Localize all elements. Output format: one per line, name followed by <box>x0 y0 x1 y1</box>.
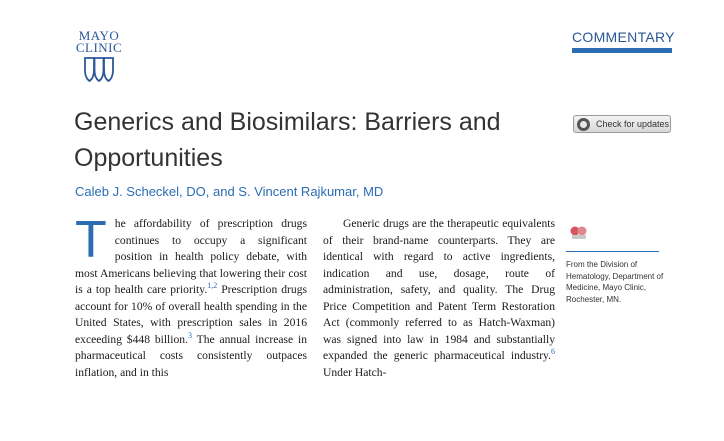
body-paragraph: Generic drugs are the therapeutic equivalents of their brand-name counterparts. They are identical with regard to active ingredients, indication and use, dosage, route of administration, safety, and quality. The Drug Price Competition and Patent Term Restoration Act (commonly referred to as Hatch-Waxman) was signed into law in 1984 and substantially expanded the generic pharmaceutical industry.$^6$ Under Hatch- <box>323 217 555 379</box>
logo-line-1: MAYO <box>78 28 120 43</box>
citation-link[interactable]: 6 <box>551 347 555 357</box>
section-rule <box>572 48 672 53</box>
logo-line-2: CLINIC <box>75 40 123 55</box>
section-label: COMMENTARY <box>572 29 675 45</box>
author-photo-icon <box>570 225 588 239</box>
mayo-clinic-logo <box>72 30 126 84</box>
body-column-2 <box>323 216 555 381</box>
citation-link[interactable]: 1,2 <box>207 281 218 291</box>
crossmark-icon <box>577 118 590 131</box>
check-for-updates-button[interactable] <box>573 115 671 133</box>
check-for-updates-label: Check for updates <box>596 119 670 129</box>
sidebar-rule <box>566 251 659 252</box>
body-column-1 <box>75 211 307 381</box>
body-paragraph: The affordability of prescription drugs continues to occupy a significant position in health policy debate, with most Americans believing that lowering their cost is a top health care priority.$^{1,2}$ Prescription drugs account for 10% of overall health spending in the United States, with prescription sales in 2016 exceeding $448 billion.$^3$ The annual increase in pharmaceutical costs consistently outpaces inflation, and in this <box>75 211 307 379</box>
author-list: Caleb J. Scheckel, DO, and S. Vincent Rajkumar, MD <box>75 184 384 199</box>
article-title: Generics and Biosimilars: Barriers and Opportunities <box>74 108 501 172</box>
drop-cap: T <box>75 211 107 269</box>
shields-icon <box>82 56 116 84</box>
citation-link[interactable]: 3 <box>188 330 192 340</box>
author-affiliation: From the Division of Hematology, Department of Medicine, Mayo Clinic, Rochester, MN. <box>566 260 664 304</box>
